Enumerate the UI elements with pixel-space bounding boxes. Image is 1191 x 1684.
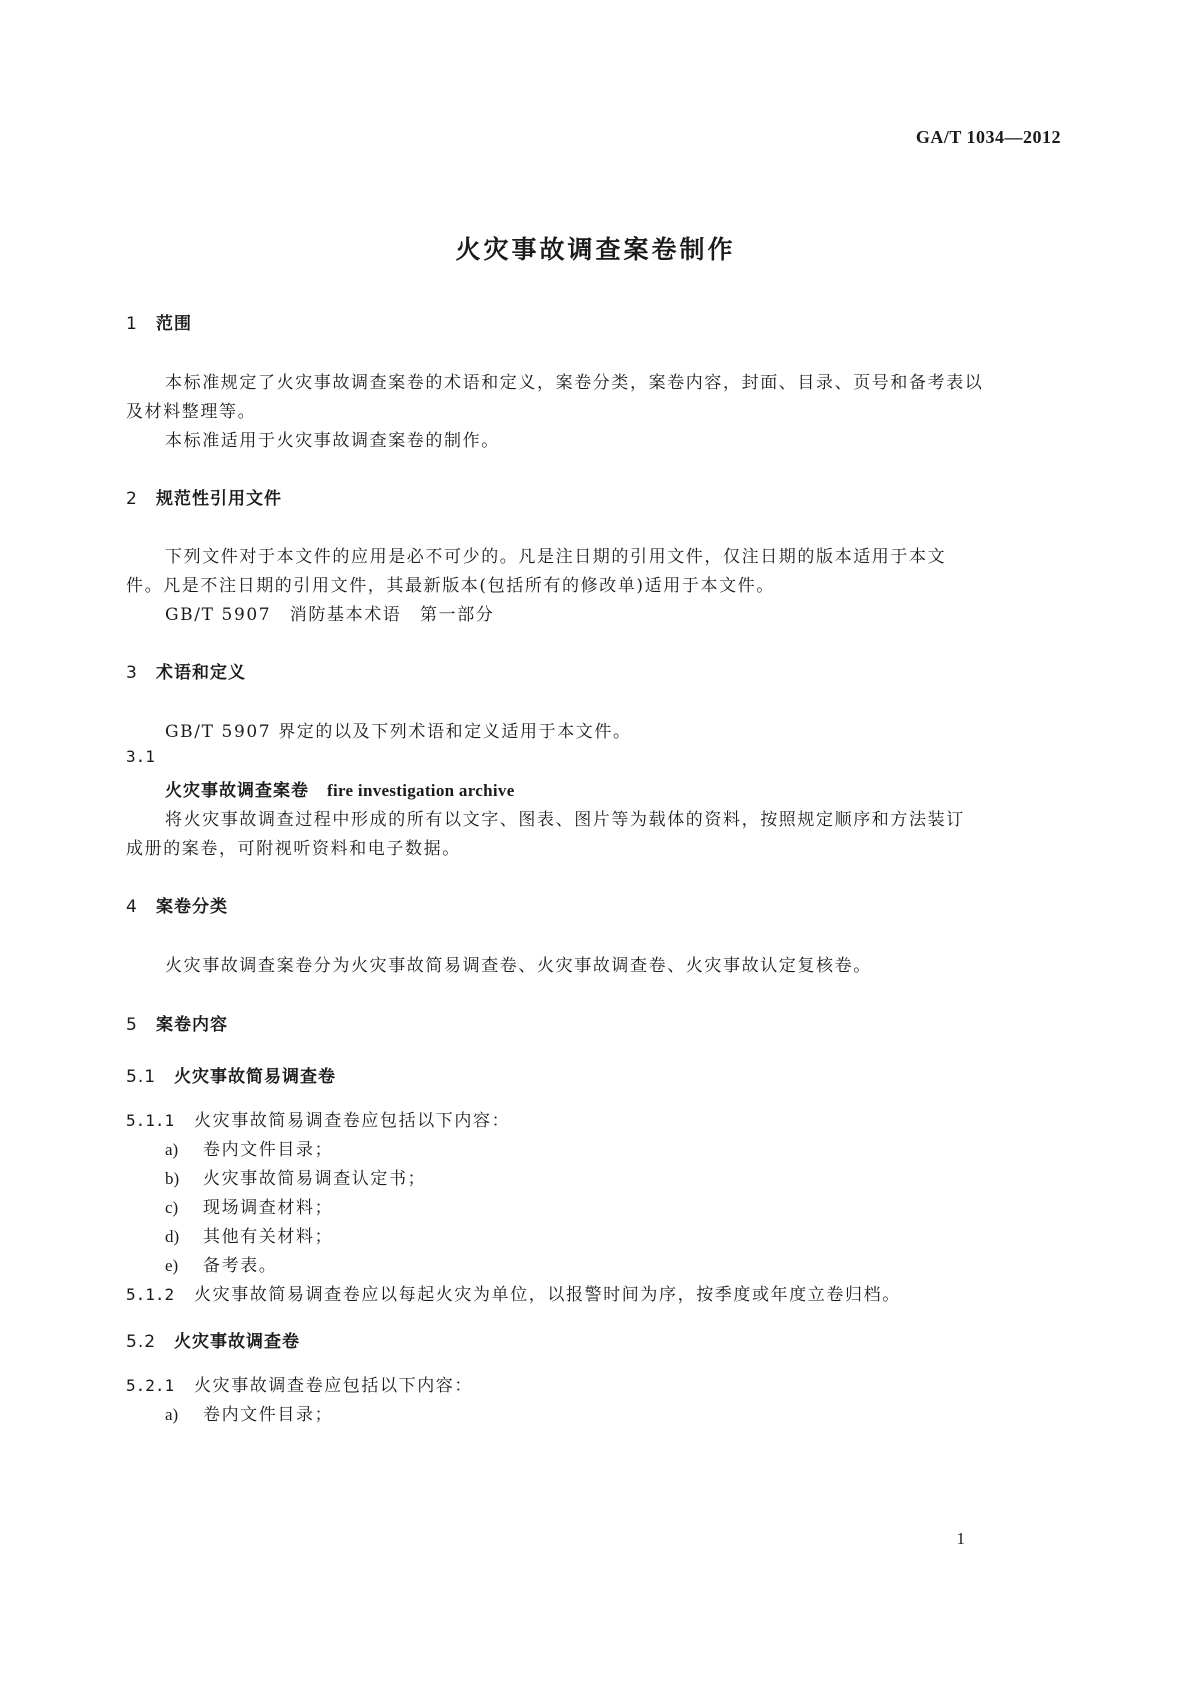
clause-text: 火灾事故简易调查卷应包括以下内容： (194, 1111, 511, 1131)
list-text: 火灾事故简易调查认定书； (203, 1169, 427, 1189)
term-english: fire investigation archive (327, 781, 515, 800)
term-definition-continuation: 成册的案卷，可附视听资料和电子数据。 (126, 839, 461, 859)
paragraph: 本标准适用于火灾事故调查案卷的制作。 (165, 431, 500, 451)
paragraph-continuation: 件。凡是不注日期的引用文件，其最新版本(包括所有的修改单)适用于本文件。 (126, 576, 775, 596)
section-number: 4 (126, 897, 138, 917)
paragraph: 火灾事故调查案卷分为火灾事故简易调查卷、火灾事故调查卷、火灾事故认定复核卷。 (165, 956, 872, 976)
list-item (165, 1135, 333, 1160)
section-title: 案卷分类 (156, 897, 228, 917)
standard-number: GA/T 1034—2012 (915, 127, 1061, 147)
list-item (165, 1400, 333, 1425)
list-item (165, 1164, 426, 1189)
document-title: 火灾事故调查案卷制作 (455, 235, 736, 264)
list-text: 其他有关材料； (203, 1227, 334, 1247)
section-4-heading (126, 892, 228, 917)
list-text: 备考表。 (203, 1256, 278, 1276)
term-number: 3.1 (126, 747, 155, 766)
section-1-heading (126, 309, 192, 334)
section-number: 3 (126, 663, 138, 683)
list-label: a) (165, 1405, 179, 1424)
list-text: 现场调查材料； (203, 1198, 334, 1218)
clause-text: 火灾事故简易调查卷应以每起火灾为单位，以报警时间为序，按季度或年度立卷归档。 (194, 1285, 901, 1305)
list-label: b) (165, 1169, 180, 1188)
list-text: 卷内文件目录； (203, 1140, 334, 1160)
normative-reference: GB/T 5907 消防基本术语 第一部分 (165, 605, 495, 625)
clause-text: 火灾事故调查卷应包括以下内容： (194, 1376, 473, 1396)
list-item (165, 1193, 333, 1218)
term-definition: 将火灾事故调查过程中形成的所有以文字、图表、图片等为载体的资料，按照规定顺序和方法装订 (165, 810, 965, 830)
section-number: 2 (126, 489, 138, 509)
clause-5-1-1 (126, 1106, 510, 1131)
list-label: e) (165, 1256, 179, 1275)
subsection-number: 5.2 (126, 1332, 157, 1352)
section-title: 术语和定义 (156, 663, 246, 683)
subsection-title: 火灾事故调查卷 (174, 1332, 300, 1352)
clause-5-2-1 (126, 1371, 473, 1396)
paragraph: 下列文件对于本文件的应用是必不可少的。凡是注日期的引用文件，仅注日期的版本适用于本文 (165, 547, 947, 567)
list-item (165, 1251, 277, 1276)
clause-number: 5.1.2 (126, 1285, 175, 1304)
subsection-5-2-heading (126, 1327, 300, 1352)
list-item (165, 1222, 333, 1247)
subsection-title: 火灾事故简易调查卷 (174, 1067, 336, 1087)
section-3-heading (126, 658, 246, 683)
subsection-5-1-heading (126, 1062, 336, 1087)
page-number: 1 (956, 1529, 965, 1548)
section-2-heading (126, 484, 282, 509)
section-number: 5 (126, 1015, 138, 1035)
section-title: 范围 (156, 314, 192, 334)
paragraph: GB/T 5907 界定的以及下列术语和定义适用于本文件。 (165, 722, 632, 742)
section-5-heading (126, 1010, 228, 1035)
clause-5-1-2 (126, 1280, 901, 1305)
list-text: 卷内文件目录； (203, 1405, 334, 1425)
paragraph: 本标准规定了火灾事故调查案卷的术语和定义，案卷分类，案卷内容，封面、目录、页号和备考表以 (165, 373, 984, 393)
clause-number: 5.2.1 (126, 1376, 175, 1395)
term-chinese: 火灾事故调查案卷 (165, 781, 309, 801)
list-label: a) (165, 1140, 179, 1159)
clause-number: 5.1.1 (126, 1111, 175, 1130)
section-number: 1 (126, 314, 138, 334)
section-title: 案卷内容 (156, 1015, 228, 1035)
paragraph-continuation: 及材料整理等。 (126, 402, 257, 422)
section-title: 规范性引用文件 (156, 489, 282, 509)
term-entry (165, 776, 515, 801)
subsection-number: 5.1 (126, 1067, 157, 1087)
list-label: d) (165, 1227, 180, 1246)
list-label: c) (165, 1198, 179, 1217)
